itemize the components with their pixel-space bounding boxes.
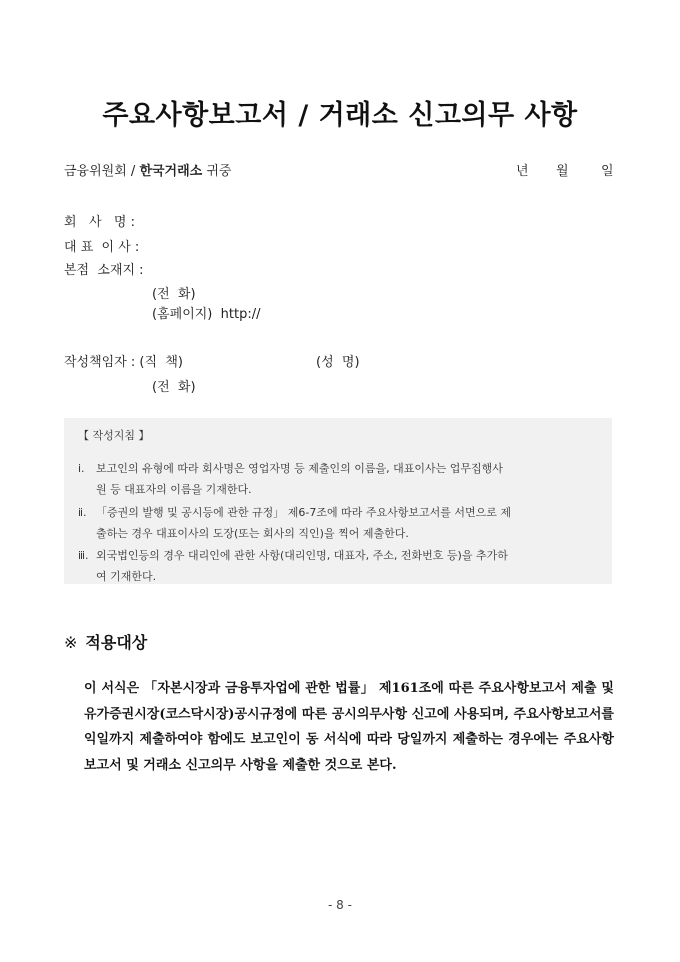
guide-item-number: ⅲ.	[78, 549, 89, 562]
writer-name-field: (성 명)	[316, 355, 360, 370]
guide-item-number: ⅱ.	[78, 506, 87, 519]
writer-phone-field: (전 화)	[152, 380, 196, 395]
date-month: 월	[556, 164, 569, 179]
writer-title-field: 작성책임자 : (직 책)	[64, 355, 183, 370]
recipient-line	[64, 160, 231, 179]
guide-item-text: 「증권의 발행 및 공시등에 관한 규정」 제6-7조에 따라 주요사항보고서를 서면으로 제	[96, 506, 511, 519]
recipient-prefix: 금융위원회 /	[64, 164, 140, 179]
guide-item-continuation: 여 기재한다.	[96, 570, 157, 583]
date-year: 년	[516, 164, 529, 179]
guide-item	[78, 458, 503, 500]
section-title: 적용대상	[85, 633, 148, 652]
guide-item-continuation: 원 등 대표자의 이름을 기재한다.	[96, 483, 252, 496]
phone-field: (전 화)	[152, 287, 196, 302]
recipient-suffix: 귀중	[202, 164, 232, 179]
guide-item-text: 외국법인등의 경우 대리인에 관한 사항(대리인명, 대표자, 주소, 전화번호 등)을 추가하	[96, 549, 508, 562]
ceo-field: 대 표 이 사 :	[64, 240, 140, 255]
recipient-exchange: 한국거래소	[139, 164, 203, 179]
homepage-field: (홈페이지) http://	[152, 307, 261, 322]
address-field: 본점 소재지 :	[64, 263, 144, 278]
guide-item-number: ⅰ.	[78, 462, 85, 475]
guide-heading: 【 작성지침 】	[78, 429, 150, 442]
guide-item-text: 보고인의 유형에 따라 회사명은 영업자명 등 제출인의 이름을, 대표이사는 업무집행사	[96, 462, 503, 475]
guide-item	[78, 502, 511, 544]
company-name-field: 회 사 명 :	[64, 215, 135, 230]
writing-guide-box	[64, 418, 612, 584]
guide-item-continuation: 출하는 경우 대표이사의 도장(또는 회사의 직인)을 찍어 제출한다.	[96, 527, 409, 540]
section-heading	[64, 630, 147, 653]
document-title: 주요사항보고서 / 거래소 신고의무 사항	[102, 100, 578, 131]
page-number: - 8 -	[328, 898, 352, 912]
date-day: 일	[601, 164, 614, 179]
applicability-paragraph: 이 서식은 「자본시장과 금융투자업에 관한 법률」 제161조에 따른 주요사항보고서 제출 및 유가증권시장(코스닥시장)공시규정에 따른 공시의무사항 신고에 사용되며, 주요사항보고서를 익일까지 제출하여야 함에도 보고인이 동 서식에 따라 당일까지 제출하는 경우에는 주요사항보고서 및 거래소 신고의무 사항을 제출한 것으로 본다.	[84, 681, 614, 773]
reference-mark: ※	[64, 633, 78, 652]
guide-item	[78, 545, 508, 587]
